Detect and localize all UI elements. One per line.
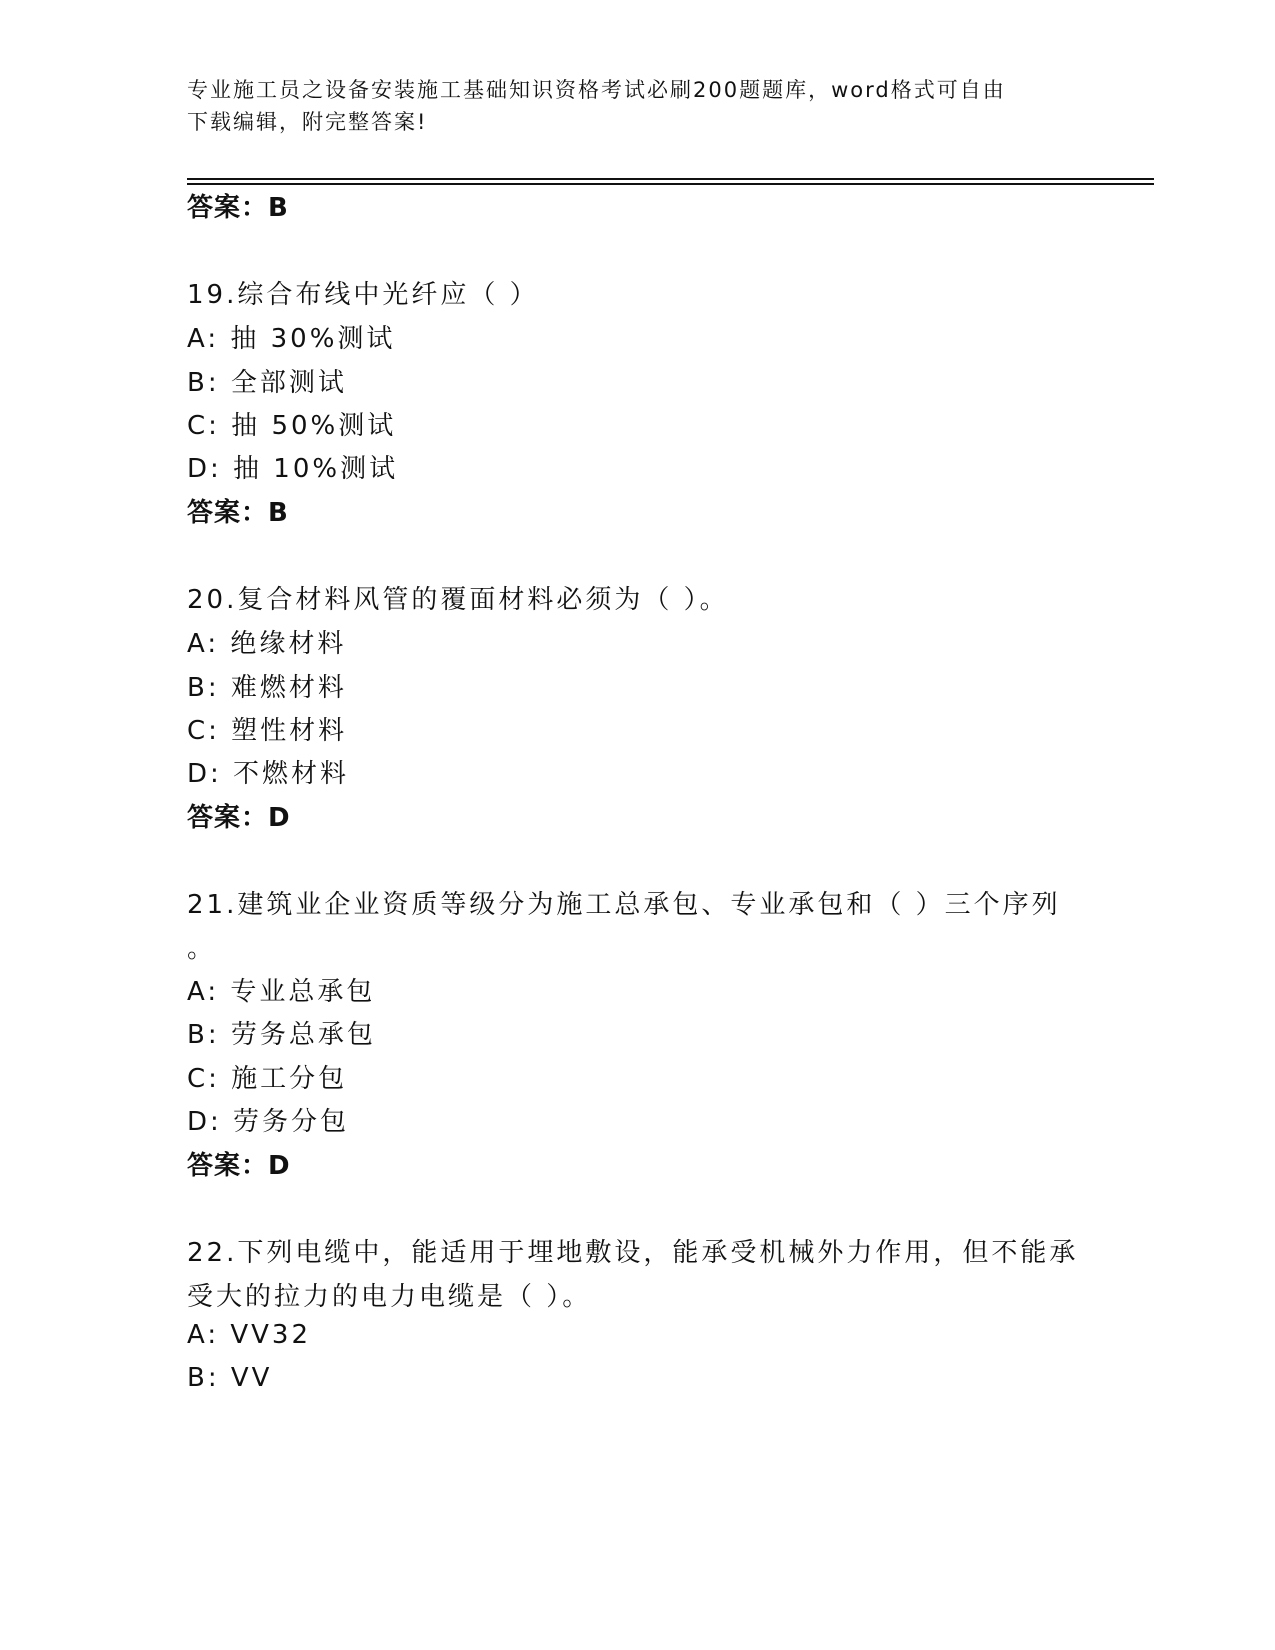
document-header bbox=[187, 74, 1087, 138]
question-20-stem: 20.复合材料风管的覆面材料必须为（ ）。 bbox=[187, 585, 729, 615]
question-19-option-c: C: 抽 50%测试 bbox=[187, 411, 397, 441]
question-19-option-d: D: 抽 10%测试 bbox=[187, 454, 399, 484]
question-19-option-a: A: 抽 30%测试 bbox=[187, 324, 396, 354]
question-19-stem: 19.综合布线中光纤应（ ） bbox=[187, 280, 539, 310]
header-line-1: 专业施工员之设备安装施工基础知识资格考试必刷200题题库，word格式可自由 bbox=[187, 78, 1006, 102]
question-20-option-c: C: 塑性材料 bbox=[187, 716, 348, 746]
question-22-option-b: B: VV bbox=[187, 1363, 273, 1393]
answer-prev: 答案：B bbox=[187, 193, 289, 223]
header-divider-top bbox=[187, 178, 1154, 180]
question-20-option-a: A: 绝缘材料 bbox=[187, 629, 347, 659]
header-divider-bottom bbox=[187, 183, 1154, 185]
question-21-option-a: A: 专业总承包 bbox=[187, 977, 376, 1007]
question-21-stem-line-2: 。 bbox=[187, 934, 217, 964]
question-22-option-a: A: VV32 bbox=[187, 1320, 312, 1350]
question-21-stem-line-1: 21.建筑业企业资质等级分为施工总承包、专业承包和（ ）三个序列 bbox=[187, 890, 1061, 920]
question-19-option-b: B: 全部测试 bbox=[187, 368, 347, 398]
question-20-option-b: B: 难燃材料 bbox=[187, 673, 347, 703]
header-line-2: 下载编辑，附完整答案! bbox=[187, 110, 428, 134]
question-21-option-c: C: 施工分包 bbox=[187, 1064, 348, 1094]
question-21-option-d: D: 劳务分包 bbox=[187, 1107, 350, 1137]
question-22-stem-line-1: 22.下列电缆中，能适用于埋地敷设，能承受机械外力作用，但不能承 bbox=[187, 1238, 1079, 1268]
question-20-answer: 答案：D bbox=[187, 803, 291, 833]
question-20-option-d: D: 不燃材料 bbox=[187, 759, 350, 789]
question-21-option-b: B: 劳务总承包 bbox=[187, 1020, 376, 1050]
question-21-answer: 答案：D bbox=[187, 1151, 291, 1181]
question-22-stem-line-2: 受大的拉力的电力电缆是（ ）。 bbox=[187, 1282, 592, 1312]
question-19-answer: 答案：B bbox=[187, 498, 289, 528]
